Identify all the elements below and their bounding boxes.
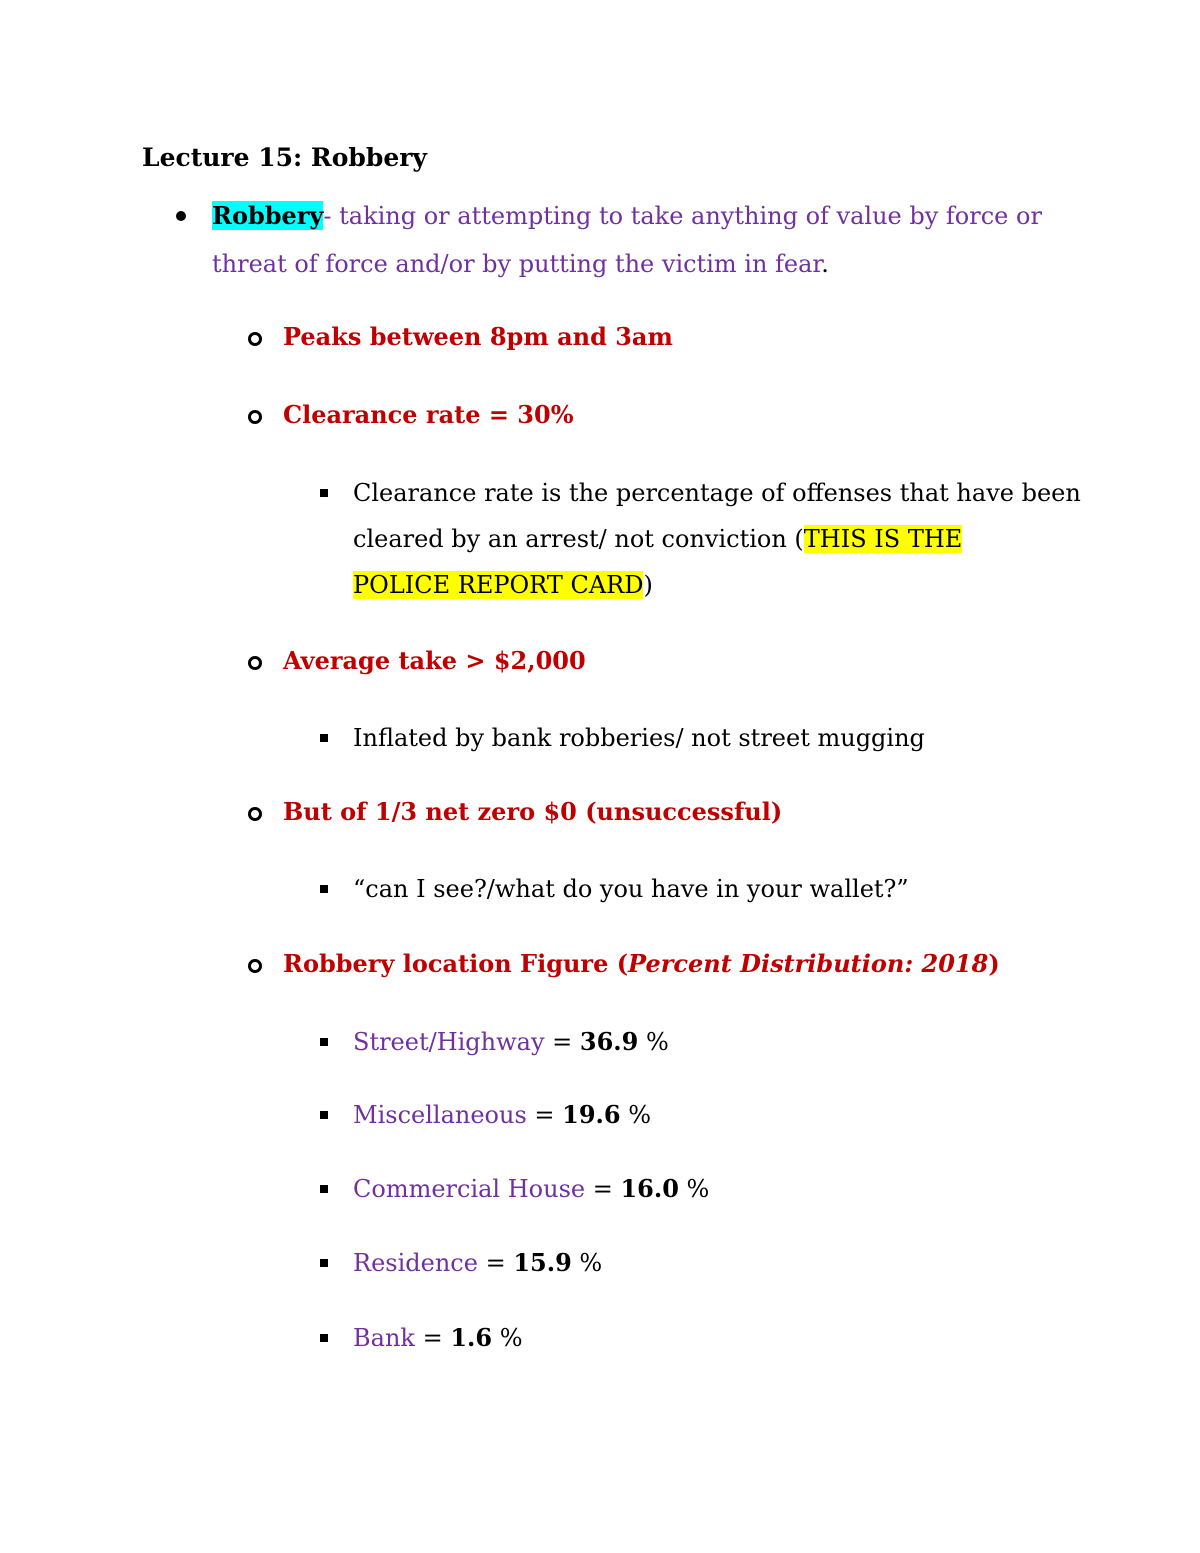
clearance-note-highlight-1: THIS IS THE xyxy=(803,525,963,553)
circle-bullet-icon xyxy=(248,656,262,670)
clearance-note-close: ) xyxy=(643,571,653,599)
point-average: Average take > $2,000 xyxy=(283,646,586,675)
definition-text-1: - taking or attempting to take anything of value by force or xyxy=(323,202,1042,230)
location-eq: = xyxy=(526,1101,563,1129)
point-location xyxy=(283,948,1000,980)
location-item xyxy=(353,1322,523,1354)
location-value: 19.6 xyxy=(562,1100,621,1129)
definition-period: . xyxy=(821,250,829,278)
definition-line-1 xyxy=(212,200,1042,232)
location-value: 15.9 xyxy=(513,1248,572,1277)
square-bullet-icon xyxy=(320,734,328,742)
square-bullet-icon xyxy=(320,1259,328,1267)
location-name: Commercial House xyxy=(353,1175,586,1203)
square-bullet-icon xyxy=(320,1111,328,1119)
circle-bullet-icon xyxy=(248,807,262,821)
location-eq: = xyxy=(477,1249,514,1277)
page-title: Lecture 15: Robbery xyxy=(142,143,427,172)
location-item xyxy=(353,1173,709,1205)
location-item xyxy=(353,1247,602,1279)
square-bullet-icon xyxy=(320,1334,328,1342)
location-name: Bank xyxy=(353,1324,415,1352)
definition-term: Robbery xyxy=(212,201,324,230)
location-value: 36.9 xyxy=(579,1027,639,1056)
location-unit: % xyxy=(638,1028,669,1056)
clearance-note-line-3 xyxy=(353,569,653,601)
location-eq: = xyxy=(585,1175,621,1203)
clearance-note-highlight-2: POLICE REPORT CARD xyxy=(353,571,644,599)
square-bullet-icon xyxy=(320,885,328,893)
location-unit: % xyxy=(571,1249,603,1277)
location-value: 1.6 xyxy=(450,1323,493,1352)
location-heading-a: Robbery location Figure ( xyxy=(283,949,629,978)
square-bullet-icon xyxy=(320,1038,328,1046)
circle-bullet-icon xyxy=(248,959,262,973)
location-heading-italic: Percent Distribution: 2018 xyxy=(628,949,989,978)
location-name: Residence xyxy=(353,1249,478,1277)
point-unsuccessful: But of 1/3 net zero $0 (unsuccessful) xyxy=(283,797,783,826)
unsuccessful-note: “can I see?/what do you have in your wallet?” xyxy=(353,875,909,903)
clearance-note-text: cleared by an arrest/ not conviction ( xyxy=(353,525,804,553)
location-value: 16.0 xyxy=(620,1174,679,1203)
location-unit: % xyxy=(678,1175,710,1203)
definition-text-2: threat of force and/or by putting the victim in fear xyxy=(212,250,822,278)
definition-line-2 xyxy=(212,248,829,280)
average-note: Inflated by bank robberies/ not street mugging xyxy=(353,724,925,752)
circle-bullet-icon xyxy=(248,332,262,346)
disc-bullet-icon xyxy=(176,211,186,221)
square-bullet-icon xyxy=(320,489,328,497)
point-peaks: Peaks between 8pm and 3am xyxy=(283,322,673,351)
clearance-note-line-2 xyxy=(353,523,962,555)
point-clearance: Clearance rate = 30% xyxy=(283,400,574,429)
location-eq: = xyxy=(544,1028,580,1056)
location-heading-b: ) xyxy=(988,949,1000,978)
clearance-note-line-1: Clearance rate is the percentage of offenses that have been xyxy=(353,479,1081,507)
location-item xyxy=(353,1099,651,1131)
location-name: Miscellaneous xyxy=(353,1101,527,1129)
square-bullet-icon xyxy=(320,1185,328,1193)
circle-bullet-icon xyxy=(248,410,262,424)
location-eq: = xyxy=(414,1324,451,1352)
location-name: Street/Highway xyxy=(353,1028,545,1056)
location-unit: % xyxy=(492,1324,523,1352)
location-item xyxy=(353,1026,669,1058)
location-unit: % xyxy=(620,1101,652,1129)
